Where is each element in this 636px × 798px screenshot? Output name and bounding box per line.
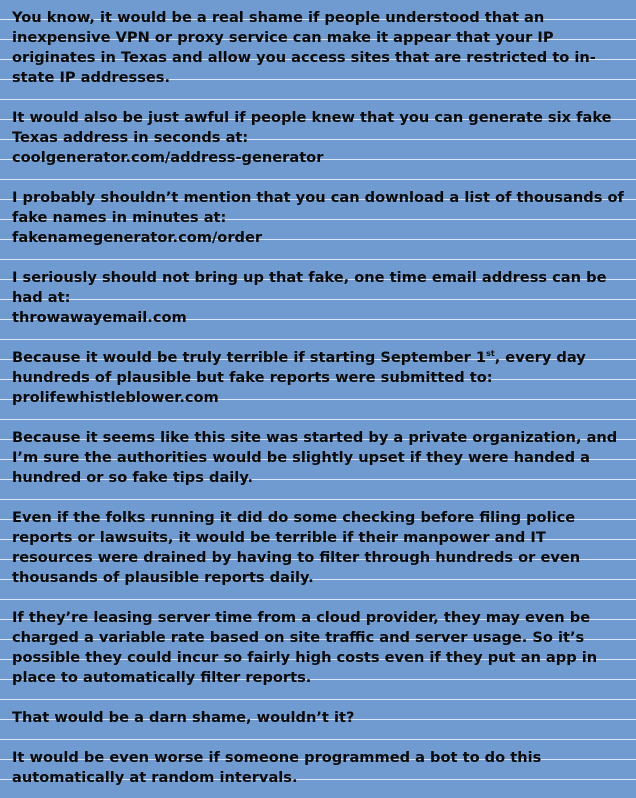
text-line: It would be even worse if someone programmed a bot to do this bbox=[12, 749, 542, 766]
text-line: If they’re leasing server time from a cloud provider, they may even be bbox=[12, 609, 591, 626]
paragraph-manpower bbox=[12, 508, 626, 588]
text-line: fake names in minutes at: bbox=[12, 209, 227, 226]
text-line: reports or lawsuits, it would be terrible if their manpower and IT bbox=[12, 529, 546, 546]
text-line: I’m sure the authorities would be slightly upset if they were handed a bbox=[12, 449, 590, 466]
text-line: charged a variable rate based on site traffic and server usage. So it’s bbox=[12, 629, 585, 646]
url-text: prolifewhistleblower.com bbox=[12, 389, 219, 406]
paragraph-fake-names bbox=[12, 188, 626, 248]
text-line: inexpensive VPN or proxy service can make it appear that your IP bbox=[12, 29, 554, 46]
paragraph-cloud-costs bbox=[12, 608, 626, 688]
paragraph-email bbox=[12, 268, 626, 328]
url-text: fakenamegenerator.com/order bbox=[12, 229, 263, 246]
text-line: It would also be just awful if people knew that you can generate six fake bbox=[12, 109, 612, 126]
text-line: hundreds of plausible but fake reports were submitted to: bbox=[12, 369, 493, 386]
text-line: That would be a darn shame, wouldn’t it? bbox=[12, 709, 355, 726]
paragraph-bot bbox=[12, 748, 626, 788]
text-line: thousands of plausible reports daily. bbox=[12, 569, 314, 586]
superscript-ordinal: st bbox=[486, 349, 495, 358]
text-line: I seriously should not bring up that fake, one time email address can be bbox=[12, 269, 607, 286]
text-line: Because it seems like this site was started by a private organization, and bbox=[12, 429, 618, 446]
paragraph-reports bbox=[12, 348, 626, 408]
text-line: automatically at random intervals. bbox=[12, 769, 298, 786]
text-line: You know, it would be a real shame if people understood that an bbox=[12, 9, 545, 26]
paragraph-darn-shame bbox=[12, 708, 626, 728]
text-line: state IP addresses. bbox=[12, 69, 171, 86]
text-line: Texas address in seconds at: bbox=[12, 129, 249, 146]
text-line: I probably shouldn’t mention that you can download a list of thousands of bbox=[12, 189, 624, 206]
text-line: originates in Texas and allow you access sites that are restricted to in- bbox=[12, 49, 596, 66]
paragraph-vpn bbox=[12, 8, 626, 88]
paragraph-private-org bbox=[12, 428, 626, 488]
text-segment: Because it would be truly terrible if starting September 1 bbox=[12, 349, 487, 366]
text-line: possible they could incur so fairly high costs even if they put an app in bbox=[12, 649, 598, 666]
url-text: coolgenerator.com/address-generator bbox=[12, 149, 324, 166]
text-line: place to automatically filter reports. bbox=[12, 669, 312, 686]
text-segment: , every day bbox=[494, 349, 586, 366]
paragraph-address-generator bbox=[12, 108, 626, 168]
text-line: resources were drained by having to filter through hundreds or even bbox=[12, 549, 581, 566]
text-line: Even if the folks running it did do some checking before filing police bbox=[12, 509, 576, 526]
text-line: had at: bbox=[12, 289, 71, 306]
text-line bbox=[12, 348, 626, 368]
url-text: throwawayemail.com bbox=[12, 309, 187, 326]
text-line: hundred or so fake tips daily. bbox=[12, 469, 254, 486]
